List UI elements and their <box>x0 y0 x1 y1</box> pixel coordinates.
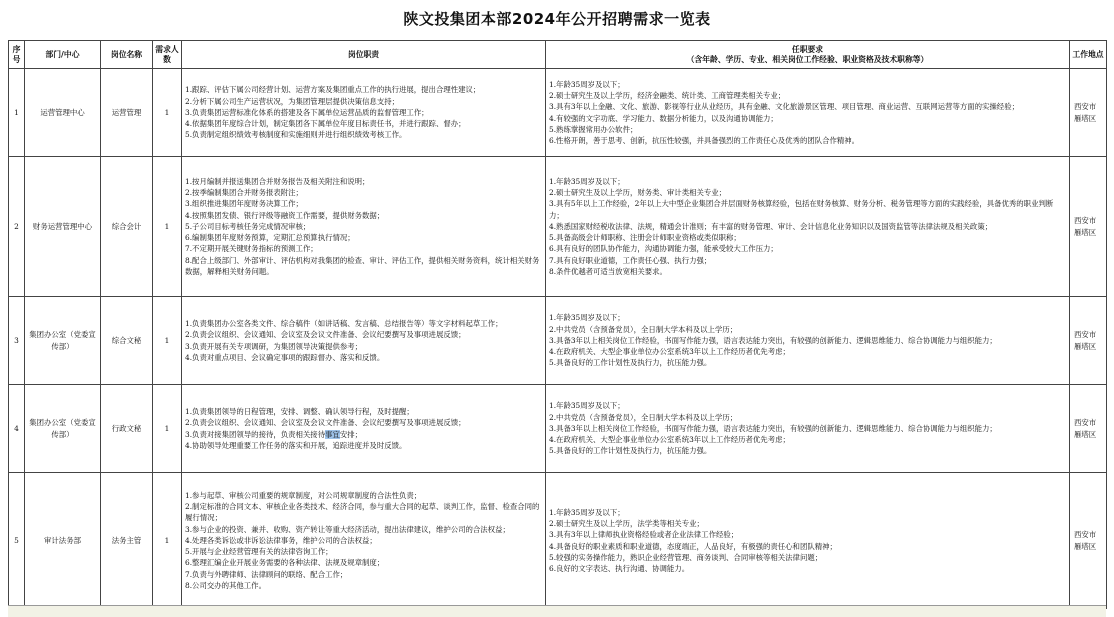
row-seq: 5 <box>9 473 25 609</box>
row-location: 西安市雁塔区 <box>1070 297 1107 385</box>
duty-item: 7.不定期开展关键财务指标的预测工作； <box>185 244 318 254</box>
duty-item: 1.按月编制并报送集团合并财务报告及相关附注和说明； <box>185 177 370 187</box>
requirement-item: 3.具备3年以上相关岗位工作经验，书面写作能力强，语言表达能力突出，有较强的创新能力、逻辑思维能力、综合协调能力与组织能力； <box>549 335 997 345</box>
header-location: 工作地点 <box>1070 41 1107 69</box>
row-dept: 审计法务部 <box>25 473 101 609</box>
row-location: 西安市雁塔区 <box>1070 473 1107 609</box>
requirement-item: 8.条件优越者可适当放宽相关要求。 <box>549 266 667 276</box>
header-position: 岗位名称 <box>101 41 153 69</box>
requirement-item: 5.较强的实务操作能力，熟识企业经营管理、商务谈判、合同审核等相关法律问题； <box>549 552 823 562</box>
requirement-item: 6.性格开朗，善于思考、创新，抗压性较强，并具备强烈的工作责任心及优秀的团队合作精神。 <box>549 135 860 145</box>
duty-item: 5.负责制定组织绩效考核制度和实施细则并进行组织绩效考核工作。 <box>185 130 407 140</box>
duty-item: 2.制定标准的合同文本、审核企业各类技术、经济合同，参与重大合同的起草、谈判工作，监督、检查合同的履行情况； <box>185 502 540 523</box>
requirement-item: 3.具有3年以上律师执业资格经验或者企业法律工作经验； <box>549 530 739 540</box>
row-location: 西安市雁塔区 <box>1070 69 1107 157</box>
requirement-item: 6.具有良好的团队协作能力，沟通协调能力强，能承受较大工作压力； <box>549 244 778 254</box>
header-row <box>9 41 1107 69</box>
requirement-item: 4.熟悉国家财经税收法律、法规，精通会计准则；有丰富的财务管理、审计、会计信息化业务知识以及国资监管等法律法规及相关政策； <box>549 221 993 231</box>
row-requirements <box>546 157 1070 297</box>
requirement-item: 5.具备良好的工作计划性及执行力，抗压能力强。 <box>549 358 712 368</box>
requirement-item: 2.中共党员（含预备党员），全日制大学本科及以上学历； <box>549 412 738 422</box>
duty-item: 3.组织推进集团年度财务决算工作； <box>185 199 303 209</box>
duty-item <box>185 429 542 440</box>
page-title: 陕文投集团本部2024年公开招聘需求一览表 <box>403 10 711 28</box>
table-row <box>9 157 1107 297</box>
text-selection-highlight[interactable]: 事宜 <box>325 429 340 439</box>
row-position: 法务主管 <box>101 473 153 609</box>
row-requirements <box>546 473 1070 609</box>
row-requirements <box>546 69 1070 157</box>
row-position: 运营管理 <box>101 69 153 157</box>
duty-item: 2.分析下属公司生产运营状况，为集团管理层提供决策信息支持； <box>185 96 399 106</box>
duty-item: 4.依据集团年度综合计划，制定集团各下属单位年度目标责任书，并进行跟踪、督办； <box>185 119 466 129</box>
row-count: 1 <box>153 297 182 385</box>
duty-item: 3.负责集团运营标准化体系的搭建及各下属单位运营品质的监督管理工作； <box>185 107 429 117</box>
duty-item: 1.跟踪、评估下属公司经营计划、运营方案及集团重点工作的执行进展，提出合理性建议； <box>185 85 481 95</box>
header-seq: 序号 <box>9 41 25 69</box>
duty-item: 4.协助领导处理重要工作任务的落实和开展，追踪进度并及时反馈。 <box>185 440 407 450</box>
requirement-item: 1.年龄35周岁及以下； <box>549 507 625 517</box>
duty-text-before: 3.负责对接集团领导的接待，负责相关接待 <box>185 429 326 439</box>
table-footer-band <box>8 605 1106 617</box>
row-count: 1 <box>153 385 182 473</box>
duty-item: 2.负责会议组织、会议通知、会议室及会议文件准备、会议纪要撰写及事项进展反馈； <box>185 418 466 428</box>
duty-item: 1.负责集团办公室各类文件、综合稿件（如讲话稿、发言稿、总结报告等）等文字材料起草工作； <box>185 319 503 329</box>
duty-item: 6.整理汇编企业开展业务需要的各种法律、法规及规章制度； <box>185 558 385 568</box>
requirement-item: 3.具备3年以上相关岗位工作经验，书面写作能力强，语言表达能力突出，有较强的创新能力、逻辑思维能力、综合协调能力与组织能力； <box>549 423 997 433</box>
row-dept: 集团办公室（党委宣传部） <box>25 385 101 473</box>
requirement-item: 4.在政府机关、大型企事业单位办公室系统3年以上工作经历者优先考虑； <box>549 435 790 445</box>
requirement-item: 1.年龄35周岁及以下； <box>549 177 625 187</box>
duty-item: 5.开展与企业经营管理有关的法律咨询工作； <box>185 547 333 557</box>
row-requirements <box>546 297 1070 385</box>
header-requirements-title: 任职要求 <box>791 44 824 54</box>
header-requirements <box>546 41 1070 69</box>
requirement-item: 5.熟练掌握常用办公软件； <box>549 124 638 134</box>
row-seq: 1 <box>9 69 25 157</box>
requirement-item: 1.年龄35周岁及以下； <box>549 313 625 323</box>
row-count: 1 <box>153 473 182 609</box>
requirement-item: 7.具有良好职业道德，工作责任心强、执行力强； <box>549 255 712 265</box>
duty-item: 3.参与企业的投资、兼并、收购、资产转让等重大经济活动，提出法律建议，维护公司的合法权益； <box>185 524 510 534</box>
requirement-item: 3.具有5年以上工作经验，2年以上大中型企业集团合并层面财务核算经验，包括在财务核算、财务分析、税务管理等方面的实践经验，具备优秀的职业判断力； <box>549 199 1054 220</box>
duty-text-after: 安排； <box>339 429 363 439</box>
duty-item: 5.子公司目标考核任务完成情况审核； <box>185 221 311 231</box>
requirement-item: 4.在政府机关、大型企事业单位办公室系统3年以上工作经历者优先考虑； <box>549 347 790 357</box>
requirement-item: 2.硕士研究生及以上学历，法学类等相关专业； <box>549 519 704 529</box>
row-duties <box>182 385 546 473</box>
header-requirements-subtitle: （含年龄、学历、专业、相关岗位工作经验、职业资格及技术职称等） <box>686 54 929 64</box>
requirement-item: 3.具有3年以上金融、文化、旅游、影视等行业从业经历，具有金融、文化旅游景区管理、项目管理、商业运营、互联网运营等方面的实操经验； <box>549 102 1019 112</box>
row-location: 西安市雁塔区 <box>1070 385 1107 473</box>
row-position: 行政文秘 <box>101 385 153 473</box>
duty-item: 3.负责开展有关专项调研，为集团领导决策提供参考； <box>185 341 363 351</box>
row-duties <box>182 297 546 385</box>
row-duties <box>182 157 546 297</box>
requirement-item: 5.具备良好的工作计划性及执行力，抗压能力强。 <box>549 446 712 456</box>
row-location: 西安市雁塔区 <box>1070 157 1107 297</box>
recruitment-table <box>8 40 1107 609</box>
requirement-item: 2.硕士研究生及以上学历，经济金融类、统计类、工商管理类相关专业； <box>549 91 786 101</box>
row-position: 综合会计 <box>101 157 153 297</box>
requirement-item: 6.良好的文字表达、执行沟通、协调能力。 <box>549 563 690 573</box>
requirement-item: 5.具备高级会计师职称、注册会计师职业资格或类似职称； <box>549 233 741 243</box>
header-count: 需求人数 <box>153 41 182 69</box>
row-duties <box>182 473 546 609</box>
duty-item: 6.编制集团年度财务预算，定期汇总预算执行情况； <box>185 233 355 243</box>
requirement-item: 4.有较强的文字功底、学习能力、数据分析能力，以及沟通协调能力； <box>549 113 778 123</box>
duty-item: 2.负责会议组织、会议通知、会议室及会议文件准备、会议纪要撰写及事项进展反馈； <box>185 330 466 340</box>
duty-item: 4.负责对重点项目、会议确定事项的跟踪督办、落实和反馈。 <box>185 352 385 362</box>
header-dept: 部门/中心 <box>25 41 101 69</box>
duty-item: 8.配合上级部门、外部审计、评估机构对我集团的检查、审计、评估工作，提供相关财务资料，统计相关财务数据，解释相关财务问题。 <box>185 255 540 276</box>
duty-item: 2.按季编制集团合并财务报表附注； <box>185 188 303 198</box>
requirement-item: 1.年龄35周岁及以下； <box>549 79 625 89</box>
requirement-item: 2.硕士研究生及以上学历，财务类、审计类相关专业； <box>549 188 727 198</box>
duty-item: 1.负责集团领导的日程管理，安排、调整、确认领导行程，及时提醒； <box>185 407 414 417</box>
row-seq: 4 <box>9 385 25 473</box>
table-row <box>9 297 1107 385</box>
row-seq: 2 <box>9 157 25 297</box>
duty-item: 1.参与起草、审核公司重要的规章制度，对公司规章制度的合法性负责； <box>185 491 422 501</box>
row-count: 1 <box>153 157 182 297</box>
row-duties <box>182 69 546 157</box>
table-row <box>9 473 1107 609</box>
duty-item: 4.按照集团发债、银行评级等融资工作需要，提供财务数据； <box>185 210 385 220</box>
row-position: 综合文秘 <box>101 297 153 385</box>
duty-item: 8.公司交办的其他工作。 <box>185 580 266 590</box>
header-duties: 岗位职责 <box>182 41 546 69</box>
duty-item: 7.负责与外聘律师、法律顾问的联络、配合工作； <box>185 569 348 579</box>
row-seq: 3 <box>9 297 25 385</box>
row-dept: 集团办公室（党委宣传部） <box>25 297 101 385</box>
row-dept: 运营管理中心 <box>25 69 101 157</box>
row-dept: 财务运营管理中心 <box>25 157 101 297</box>
row-requirements <box>546 385 1070 473</box>
table-row <box>9 69 1107 157</box>
requirement-item: 4.具备良好的职业素质和职业道德，态度端正，人品良好，有极强的责任心和团队精神； <box>549 541 837 551</box>
duty-item: 4.处理各类诉讼或非诉讼法律事务，维护公司的合法权益； <box>185 535 377 545</box>
requirement-item: 2.中共党员（含预备党员），全日制大学本科及以上学历； <box>549 324 738 334</box>
table-row <box>9 385 1107 473</box>
row-count: 1 <box>153 69 182 157</box>
requirement-item: 1.年龄35周岁及以下； <box>549 401 625 411</box>
